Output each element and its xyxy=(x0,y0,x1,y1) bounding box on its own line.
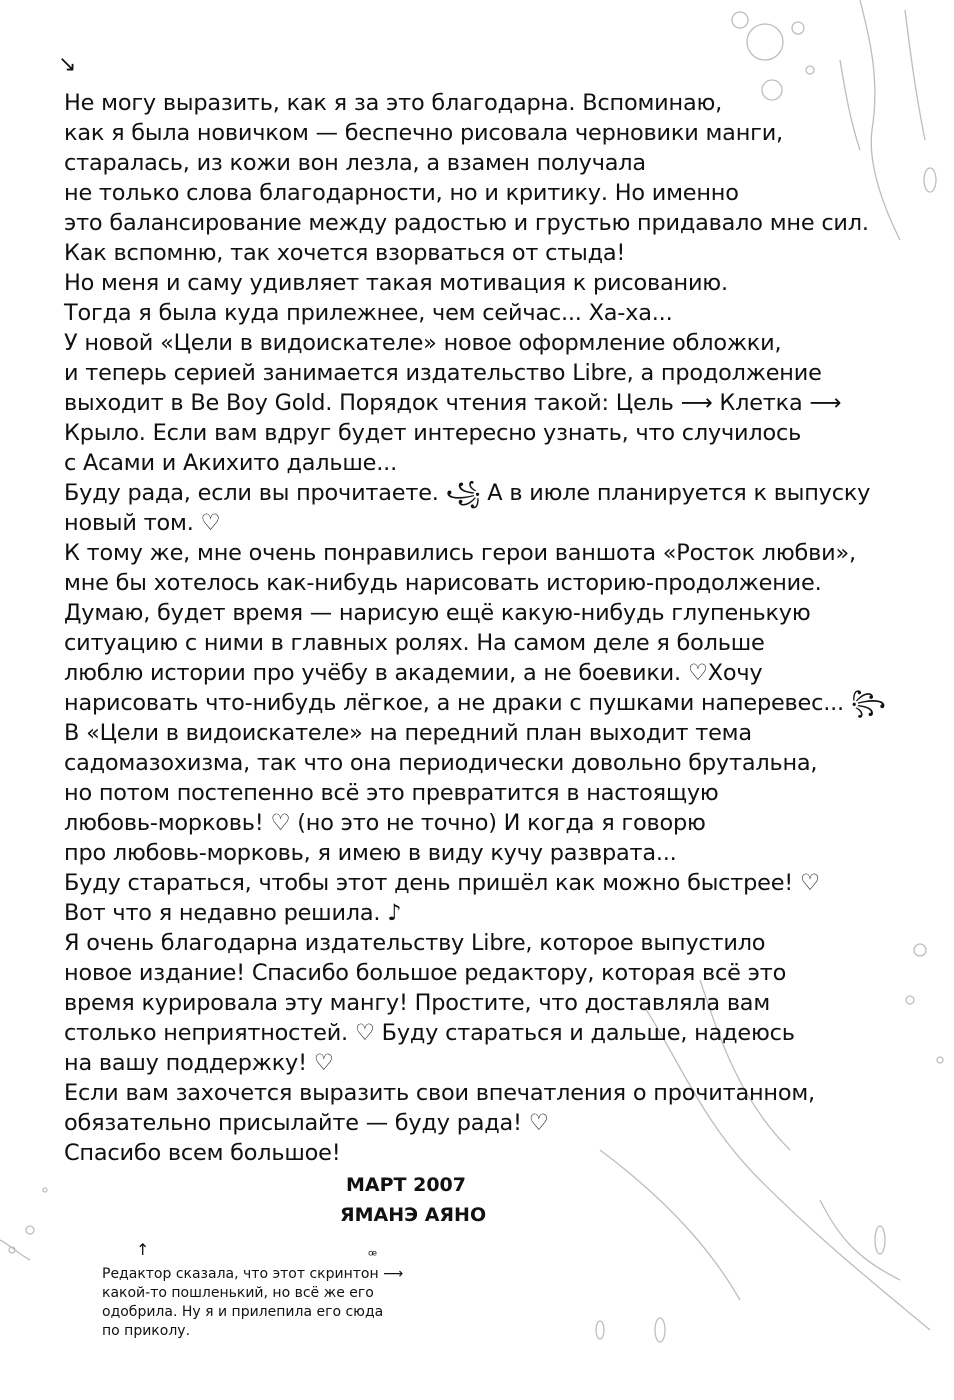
text-line: мне бы хотелось как-нибудь нарисовать историю-продолжение. xyxy=(64,570,822,596)
footnote-squiggle-icon: ꟹ xyxy=(368,1248,378,1264)
text-line: К тому же, мне очень понравились герои ваншота «Росток любви», xyxy=(64,540,856,566)
signature-author: ЯМАНЭ АЯНО xyxy=(340,1204,487,1226)
text-line: Но меня и саму удивляет такая мотивация к рисованию. xyxy=(64,270,728,296)
text-line: В «Цели в видоискателе» на передний план выходит тема xyxy=(64,720,752,746)
text-line: с Асами и Акихито дальше... xyxy=(64,450,397,476)
text-line: Думаю, будет время — нарисую ещё какую-нибудь глупенькую xyxy=(64,600,811,626)
text-line: ситуацию с ними в главных ролях. На самом деле я больше xyxy=(64,630,765,656)
text-line: но потом постепенно всё это превратится в настоящую xyxy=(64,780,719,806)
text-line: Если вам захочется выразить свои впечатления о прочитанном, xyxy=(64,1080,815,1106)
text-line: и теперь серией занимается издательство Libre, а продолжение xyxy=(64,360,822,386)
lead-arrow-mark: ↘ xyxy=(58,52,77,77)
signature-block xyxy=(340,1170,486,1230)
text-line: это балансирование между радостью и грустью придавало мне сил. xyxy=(64,210,869,236)
text-line: У новой «Цели в видоискателе» новое оформление обложки, xyxy=(64,330,782,356)
text-line: на вашу поддержку! ♡ xyxy=(64,1050,334,1076)
text-line: новый том. ♡ xyxy=(64,510,221,536)
translator-footnote xyxy=(102,1265,462,1341)
text-line: обязательно присылайте — буду рада! ♡ xyxy=(64,1110,549,1136)
text-line: Тогда я была куда прилежнее, чем сейчас... Ха-ха... xyxy=(64,300,673,326)
text-line: Буду стараться, чтобы этот день пришёл как можно быстрее! ♡ xyxy=(64,870,820,896)
footnote-up-arrow: ↑ xyxy=(136,1240,150,1259)
text-line: Я очень благодарна издательству Libre, которое выпустило xyxy=(64,930,766,956)
footnote-line: какой-то пошленький, но всё же его xyxy=(102,1285,374,1301)
text-line: любовь-морковь! ♡ (но это не точно) И когда я говорю xyxy=(64,810,706,836)
signature-date: МАРТ 2007 xyxy=(346,1174,466,1196)
text-line: нарисовать что-нибудь лёгкое, а не драки с пушками наперевес... ꧂ xyxy=(64,690,886,716)
text-line: Спасибо всем большое! xyxy=(64,1140,341,1166)
text-line: Буду рада, если вы прочитаете. ꧁ А в июле планируется к выпуску xyxy=(64,480,871,506)
footnote-line: по приколу. xyxy=(102,1323,191,1339)
text-line: Не могу выразить, как я за это благодарна. Вспоминаю, xyxy=(64,90,723,116)
text-line: не только слова благодарности, но и критику. Но именно xyxy=(64,180,739,206)
text-line: Крыло. Если вам вдруг будет интересно узнать, что случилось xyxy=(64,420,802,446)
text-line: про любовь-морковь, я имею в виду кучу разврата... xyxy=(64,840,677,866)
text-line: люблю истории про учёбу в академии, а не боевики. ♡Хочу xyxy=(64,660,763,686)
text-line: новое издание! Спасибо большое редактору, которая всё это xyxy=(64,960,787,986)
text-line: время курировала эту мангу! Простите, что доставляла вам xyxy=(64,990,771,1016)
text-line: столько неприятностей. ♡ Буду стараться и дальше, надеюсь xyxy=(64,1020,795,1046)
text-line: старалась, из кожи вон лезла, а взамен получала xyxy=(64,150,646,176)
text-line: Как вспомню, так хочется взорваться от стыда! xyxy=(64,240,626,266)
footnote-line: одобрила. Ну я и прилепила его сюда xyxy=(102,1304,384,1320)
footnote-line: Редактор сказала, что этот скринтон ⟶ xyxy=(102,1266,404,1282)
afterword-body-text xyxy=(64,88,924,1168)
text-line: как я была новичком — беспечно рисовала черновики манги, xyxy=(64,120,783,146)
text-line: выходит в Be Boy Gold. Порядок чтения такой: Цель ⟶ Клетка ⟶ xyxy=(64,390,842,416)
text-line: садомазохизма, так что она периодически довольно брутальна, xyxy=(64,750,818,776)
text-line: Вот что я недавно решила. ♪ xyxy=(64,900,402,926)
